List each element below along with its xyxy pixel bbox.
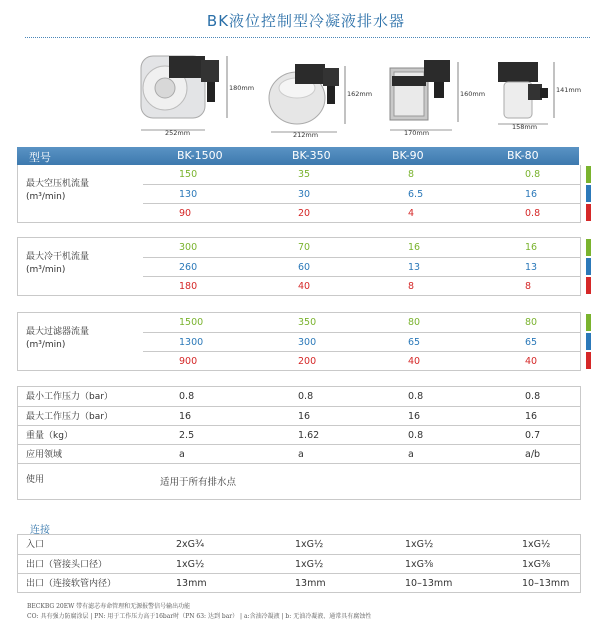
- flow-group: [17, 237, 581, 296]
- footnote-1: BECKBG 20EW 带有滤芯寿命管理和无源报警信号输出功能: [27, 603, 191, 610]
- flow-value: 65: [408, 337, 421, 348]
- bk90-width: 170mm: [404, 129, 430, 137]
- connection-title: 连接: [30, 525, 50, 536]
- flow-row: [143, 332, 580, 352]
- flow-value: 13: [525, 262, 538, 273]
- bk1500-image: [135, 50, 245, 140]
- spec-value: 2.5: [179, 430, 195, 441]
- flow-value: 0.8: [525, 208, 541, 219]
- color-indicator: [586, 277, 591, 294]
- model-bk80: BK-80: [507, 149, 539, 162]
- flow-value: 16: [408, 242, 421, 253]
- flow-value: 300: [179, 242, 198, 253]
- product-bk80: [490, 54, 600, 140]
- model-header: [17, 147, 579, 165]
- connection-value: 10–13mm: [405, 578, 453, 589]
- connection-row: [18, 554, 580, 574]
- spec-value: 0.8: [408, 391, 424, 402]
- footnote-2: CO: 具有强力防腐涂层 | PN: 用于工作压力高于16bar时（PN 63: 达到 bar） | a:含油冷凝液 | b: 无油冷凝液、通常具有腐蚀性: [27, 613, 372, 620]
- color-indicator: [586, 204, 591, 221]
- flow-value: 8: [408, 281, 415, 292]
- group-label: 最大冷干机流量: [26, 252, 90, 262]
- connection-value: 1xG½: [522, 539, 551, 550]
- bk350-image: [265, 58, 375, 140]
- flow-group: [17, 312, 581, 371]
- spec-value: 16: [408, 411, 421, 422]
- bk350-width: 212mm: [293, 131, 319, 139]
- flow-value: 80: [525, 317, 538, 328]
- flow-value: 60: [298, 262, 311, 273]
- usage-value: 适用于所有排水点: [160, 477, 237, 488]
- spec-value: 16: [298, 411, 311, 422]
- flow-value: 130: [179, 189, 198, 200]
- spec-value: 16: [525, 411, 538, 422]
- bk80-height: 141mm: [556, 86, 582, 94]
- flow-value: 40: [525, 356, 538, 367]
- product-bk90: [382, 54, 492, 140]
- connection-label: 出口（连接软管内径）: [26, 579, 117, 589]
- flow-value: 1500: [179, 317, 204, 328]
- connection-label: 出口（管接头口径）: [26, 560, 108, 570]
- group-label: 最大空压机流量: [26, 179, 90, 189]
- flow-row: [143, 351, 580, 371]
- connection-value: 2xG¾: [176, 539, 205, 550]
- spec-value: 0.8: [525, 391, 541, 402]
- flow-row: [143, 257, 580, 277]
- connection-row: [18, 573, 580, 593]
- spec-value: 0.7: [525, 430, 541, 441]
- flow-value: 150: [179, 169, 198, 180]
- spec-value: a: [298, 449, 304, 460]
- connection-row: [18, 535, 580, 554]
- flow-row: [143, 165, 580, 184]
- connection-value: 1xG⅜: [405, 559, 434, 570]
- flow-value: 70: [298, 242, 311, 253]
- connection-value: 1xG½: [405, 539, 434, 550]
- color-indicator: [586, 239, 591, 256]
- group-unit: (m³/min): [26, 340, 66, 350]
- color-indicator: [586, 352, 591, 369]
- model-label: 型号: [29, 151, 51, 164]
- flow-value: 65: [525, 337, 538, 348]
- spec-value: 0.8: [408, 430, 424, 441]
- connection-block: [17, 534, 581, 593]
- connection-value: 1xG½: [295, 539, 324, 550]
- flow-value: 300: [298, 337, 317, 348]
- flow-value: 90: [179, 208, 192, 219]
- connection-value: 13mm: [295, 578, 326, 589]
- color-indicator: [586, 185, 591, 202]
- flow-value: 8: [525, 281, 532, 292]
- color-indicator: [586, 166, 591, 183]
- flow-value: 13: [408, 262, 421, 273]
- flow-value: 200: [298, 356, 317, 367]
- spec-value: a: [179, 449, 185, 460]
- flow-value: 20: [298, 208, 311, 219]
- flow-value: 35: [298, 169, 311, 180]
- spec-row: [18, 406, 580, 426]
- bk80-image: [490, 54, 600, 140]
- spec-value: 0.8: [298, 391, 314, 402]
- title-divider: [25, 37, 590, 38]
- spec-row: [18, 425, 580, 445]
- flow-value: 0.8: [525, 169, 541, 180]
- flow-value: 1300: [179, 337, 204, 348]
- bk350-height: 162mm: [347, 90, 373, 98]
- flow-value: 16: [525, 242, 538, 253]
- model-bk1500: BK-1500: [177, 149, 223, 162]
- flow-value: 350: [298, 317, 317, 328]
- flow-value: 8: [408, 169, 415, 180]
- bk80-width: 158mm: [512, 123, 538, 131]
- flow-group: [17, 165, 581, 223]
- connection-value: 1xG½: [176, 559, 205, 570]
- flow-value: 16: [525, 189, 538, 200]
- spec-value: a: [408, 449, 414, 460]
- spec-label: 重量（kg）: [26, 431, 73, 441]
- flow-row: [143, 203, 580, 223]
- flow-value: 40: [298, 281, 311, 292]
- flow-row: [143, 276, 580, 296]
- usage-label: 使用: [26, 475, 45, 485]
- group-unit: (m³/min): [26, 265, 66, 275]
- flow-value: 180: [179, 281, 198, 292]
- connection-value: 13mm: [176, 578, 207, 589]
- connection-label: 入口: [26, 540, 45, 550]
- flow-value: 6.5: [408, 189, 424, 200]
- flow-row: [143, 313, 580, 332]
- model-bk350: BK-350: [292, 149, 331, 162]
- spec-value: 16: [179, 411, 192, 422]
- page-title: BK液位控制型冷凝液排水器: [206, 12, 406, 30]
- spec-row: [18, 444, 580, 464]
- spec-label: 最小工作压力（bar）: [26, 392, 113, 402]
- group-unit: (m³/min): [26, 192, 66, 202]
- spec-value: 1.62: [298, 430, 320, 441]
- flow-value: 30: [298, 189, 311, 200]
- flow-value: 4: [408, 208, 415, 219]
- flow-row: [143, 238, 580, 257]
- color-indicator: [586, 314, 591, 331]
- spec-row: [18, 387, 580, 406]
- group-label: 最大过滤器流量: [26, 327, 90, 337]
- usage-row: [18, 463, 580, 500]
- spec-value: 0.8: [179, 391, 195, 402]
- flow-row: [143, 184, 580, 204]
- product-bk350: [265, 58, 375, 140]
- flow-value: 40: [408, 356, 421, 367]
- connection-value: 10–13mm: [522, 578, 570, 589]
- color-indicator: [586, 258, 591, 275]
- spec-value: a/b: [525, 449, 541, 460]
- flow-value: 260: [179, 262, 198, 273]
- flow-value: 900: [179, 356, 198, 367]
- spec-block: [17, 386, 581, 500]
- spec-label: 应用领域: [26, 450, 63, 460]
- flow-value: 80: [408, 317, 421, 328]
- color-indicator: [586, 333, 591, 350]
- connection-value: 1xG½: [295, 559, 324, 570]
- bk90-height: 160mm: [460, 90, 486, 98]
- bk1500-height: 180mm: [229, 84, 255, 92]
- spec-label: 最大工作压力（bar）: [26, 412, 113, 422]
- product-bk1500: [135, 50, 255, 140]
- bk1500-width: 252mm: [165, 129, 191, 137]
- model-bk90: BK-90: [392, 149, 424, 162]
- connection-value: 1xG⅜: [522, 559, 551, 570]
